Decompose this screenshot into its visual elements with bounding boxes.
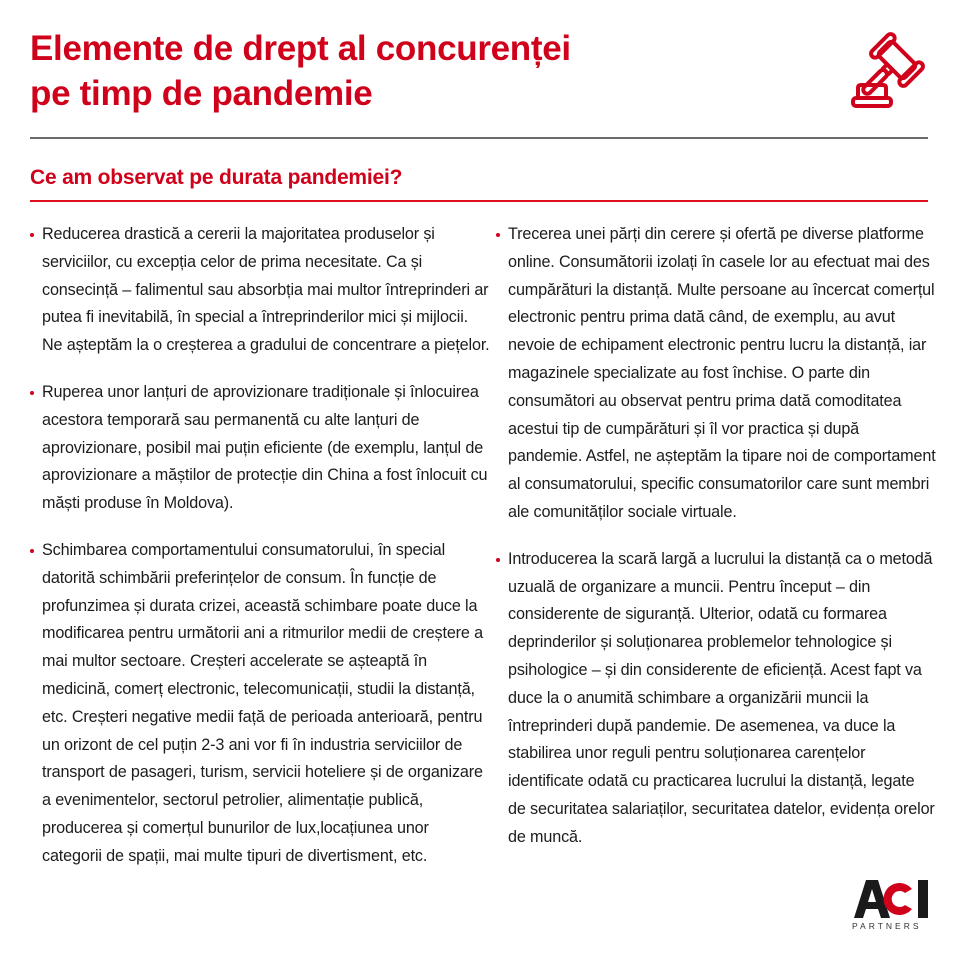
bullet-icon: [30, 233, 34, 237]
list-item-text: Introducerea la scară largă a lucrului la distanță ca o metodă uzuală de organizare a muncii. Pentru început – din considerente de siguranță. Ulterior, odată cu formarea deprinderilor și soluționarea problemelor tehnologice și psihologice – și din considerente de eficiență. Acest fapt va duce la o anumită schimbare a organizării muncii la întreprinderi după pandemie. De asemenea, va duce la stabilirea unor reguli pentru soluționarea carențelor identificate odată cu practicarea lucrului la distanță, legate de securitatea salariaților, securitatea datelor, evidența orelor de muncă.: [508, 549, 935, 846]
left-bullet-list: [30, 221, 490, 871]
section-divider: [30, 200, 928, 202]
section-heading: Ce am observat pe durata pandemiei?: [30, 166, 403, 189]
aci-logo-mark: [854, 880, 930, 918]
list-item: [30, 221, 490, 360]
list-item-text: Ruperea unor lanțuri de aprovizionare tradiționale și înlocuirea acestora temporară sau permanentă cu alte lanțuri de aprovizionare, posibil mai puțin eficiente (de exemplu, lanțul de aprovizionare a măștilor de protecție din China a fost înlocuit cu măști produse în Moldova).: [42, 382, 488, 513]
list-item: [496, 546, 936, 852]
list-item-text: Schimbarea comportamentului consumatorului, în special datorită schimbării preferințelor de consum. În funcție de profunzimea și durata crizei, această schimbare poate duce la modificarea pentru următorii ani a ritmurilor medii de creștere a mai multor sectoare. Creșteri accelerate se așteaptă în medicină, comerț electronic, telecomunicații, studii la distanță, etc. Creșteri negative medii față de perioada anterioară, pentru un orizont de cel puțin 2-3 ani vor fi în industria serviciilor de transport de pasageri, turism, servicii hoteliere și de organizare a evenimentelor, sectorul petrolier, alimentație publică, producerea și comerțul bunurilor de lux,locațiunea unor categorii de spații, mai multe tipuri de divertisment, etc.: [42, 540, 483, 865]
left-column: [30, 221, 490, 890]
bullet-icon: [30, 549, 34, 553]
right-bullet-list: [496, 221, 936, 852]
logo-subtitle: PARTNERS: [852, 921, 922, 931]
list-item-text: Reducerea drastică a cererii la majoritatea produselor și serviciilor, cu excepția celor de prima necesitate. Ca și consecință – falimentul sau absorbția mai multor întreprinderi ar putea fi inevitabilă, în special a întreprinderilor mici și mijlocii. Ne așteptăm la o creșterea a gradului de concentrare a piețelor.: [42, 225, 490, 355]
right-column: [496, 221, 936, 871]
list-item: [30, 379, 490, 518]
gavel-icon: [849, 30, 931, 112]
title-line-2: pe timp de pandemie: [30, 74, 373, 113]
list-item: [496, 221, 936, 527]
page-title: [30, 26, 571, 116]
list-item-text: Trecerea unei părți din cerere și ofertă pe diverse platforme online. Consumătorii izolați în casele lor au efectuat mai des cumpărături la distanță. Multe persoane au încercat comerțul electronic pentru prima dată când, de exemplu, au avut nevoie de echipament electronic pentru lucru la distanță, iar magazinele specializate au fost închise. O parte din consumători au observat pentru prima dată comoditatea acestui tip de cumpărături și îl vor practica și după pandemie. Astfel, ne așteptăm la tipare noi de comportament al consumatorului, specific consumatorilor care sunt membri ale comunităților sociale virtuale.: [508, 225, 936, 521]
title-line-1: Elemente de drept al concurenței: [30, 29, 571, 68]
bullet-icon: [30, 391, 34, 395]
aci-partners-logo: [852, 880, 930, 936]
bullet-icon: [496, 233, 500, 237]
header-divider: [30, 137, 928, 139]
bullet-icon: [496, 558, 500, 562]
list-item: [30, 537, 490, 871]
